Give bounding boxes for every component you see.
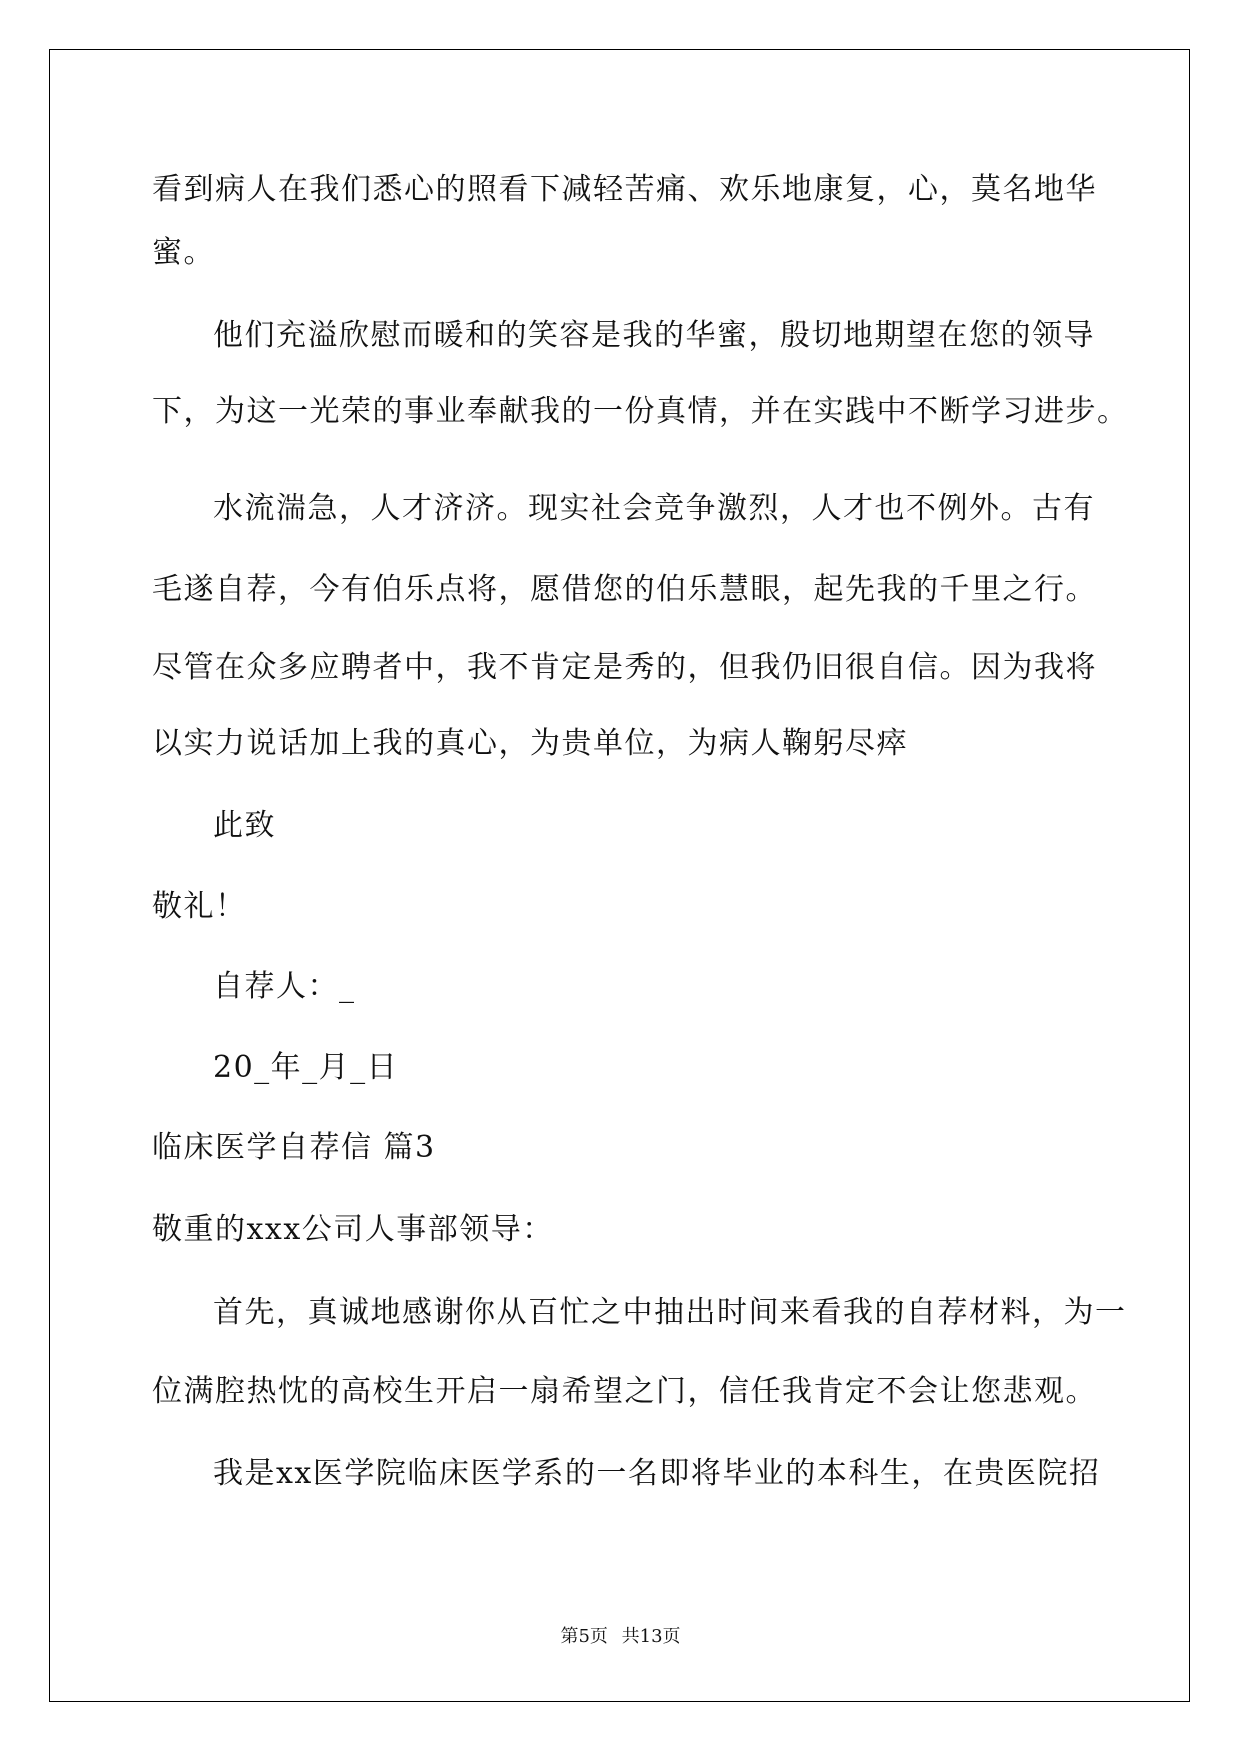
body-line-3: 他们充溢欣慰而暖和的笑容是我的华蜜，殷切地期望在您的领导	[213, 318, 1095, 353]
letter-greeting: 敬重的xxx公司人事部领导：	[152, 1212, 554, 1247]
body-line-1: 看到病人在我们悉心的照看下减轻苦痛、欢乐地康复，心，莫名地华	[152, 172, 1097, 207]
body-line-11: 我是xx医学院临床医学系的一名即将毕业的本科生，在贵医院招	[213, 1456, 1101, 1491]
body-line-6: 毛遂自荐，今有伯乐点将，愿借您的伯乐慧眼，起先我的千里之行。	[152, 572, 1097, 607]
closing-salutation: 此致	[213, 808, 276, 843]
closing-regards: 敬礼！	[152, 889, 247, 924]
date-line: 20_年_月_日	[213, 1050, 399, 1085]
page-footer	[0, 1622, 1241, 1648]
body-line-9: 首先，真诚地感谢你从百忙之中抽出时间来看我的自荐材料，为一	[213, 1295, 1127, 1330]
body-line-2: 蜜。	[152, 235, 215, 270]
body-line-4: 下，为这一光荣的事业奉献我的一份真情，并在实践中不断学习进步。	[152, 394, 1129, 429]
body-line-8: 以实力说话加上我的真心，为贵单位，为病人鞠躬尽瘁	[152, 726, 908, 761]
page-total: 共13页	[621, 1626, 681, 1647]
body-line-10: 位满腔热忱的高校生开启一扇希望之门，信任我肯定不会让您悲观。	[152, 1374, 1097, 1409]
section-heading: 临床医学自荐信 篇3	[152, 1130, 436, 1165]
body-line-5: 水流湍急，人才济济。现实社会竞争激烈，人才也不例外。古有	[213, 491, 1095, 526]
signature-line: 自荐人：_	[213, 969, 356, 1004]
body-line-7: 尽管在众多应聘者中，我不肯定是秀的，但我仍旧很自信。因为我将	[152, 650, 1097, 685]
page-number: 第5页	[560, 1626, 608, 1647]
